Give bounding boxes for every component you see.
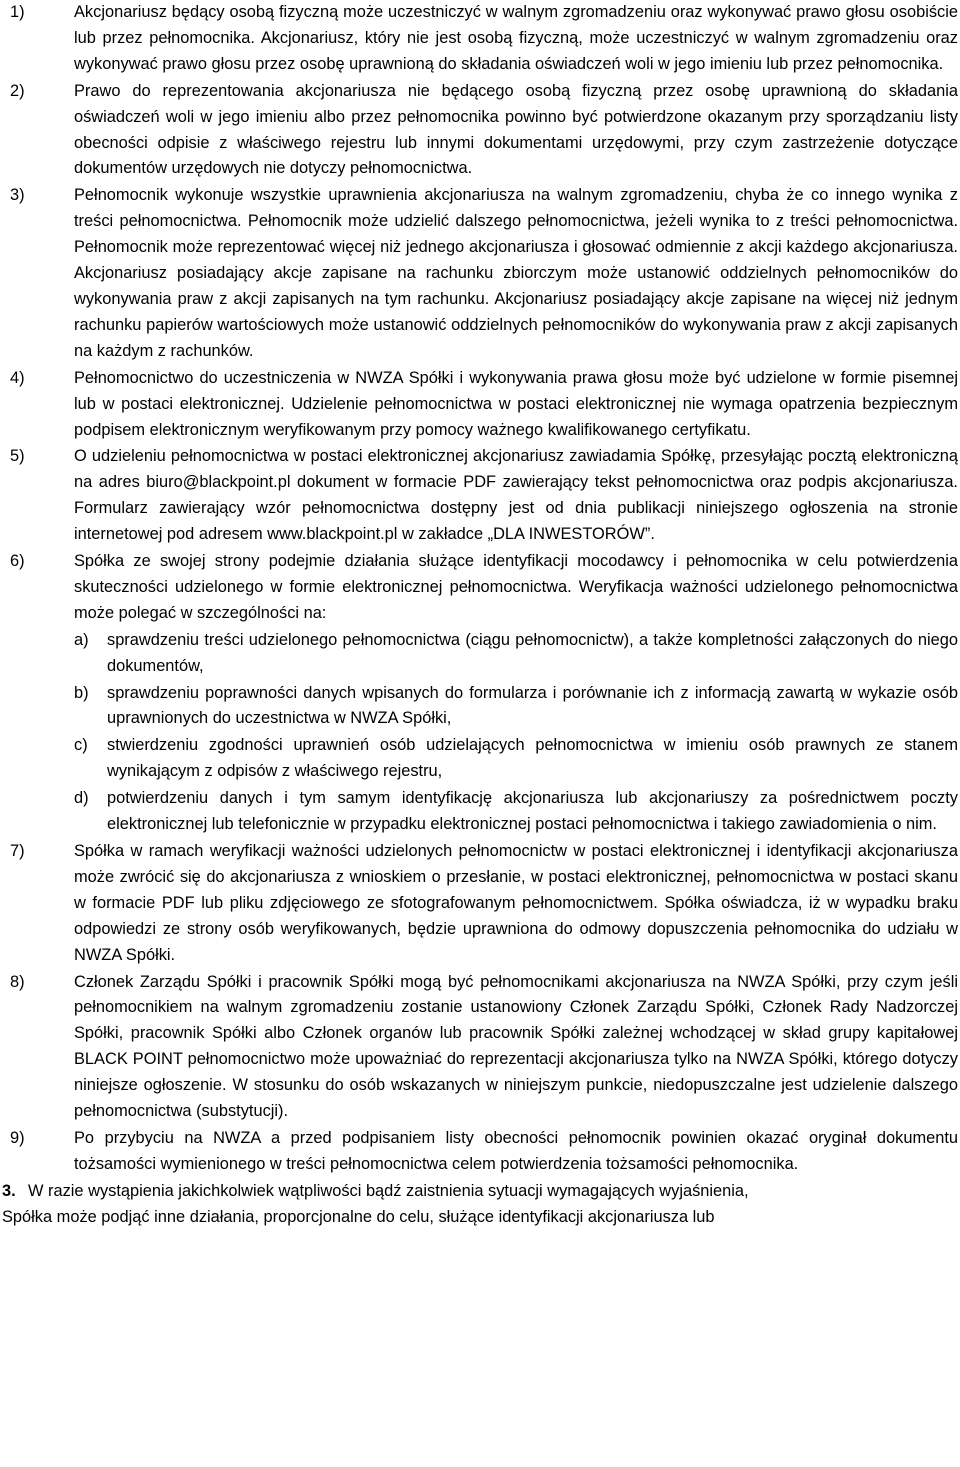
list-item-9	[0, 1126, 960, 1178]
list-item-8	[0, 970, 960, 1125]
item-text: Spółka w ramach weryfikacji ważności udzielonych pełnomocnictw w postaci elektronicznej i identyfikacji akcjonariusza może zwrócić się do akcjonariusza z wnioskiem o przesłanie, w postaci elektronicznej, pełnomocnictwa w postaci skanu w formacie PDF lub pliku zdjęciowego ze sfotografowanym pełnomocnictwem. Spółka oświadcza, iż w wypadku braku odpowiedzi ze strony osób weryfikowanych, będzie uprawniona do odmowy dopuszczenia pełnomocnika do udziału w NWZA Spółki.	[74, 842, 958, 964]
sub-item-text: sprawdzeniu treści udzielonego pełnomocnictwa (ciągu pełnomocnictw), a także kompletności załączonych do niego dokumentów,	[107, 630, 958, 675]
section-3	[0, 1179, 960, 1205]
sub-item-letter: d)	[74, 789, 89, 808]
item-text: Prawo do reprezentowania akcjonariusza nie będącego osobą fizyczną przez osobę uprawnioną do składania oświadczeń woli w jego imieniu albo przez pełnomocnika powinno być potwierdzone okazanym przy sporządzaniu listy obecności odpisie z właściwego rejestru lub innymi dokumentami urzędowymi, przy czym zastrzeżenie dotyczące dokumentów urzędowych nie dotyczy pełnomocnictwa.	[74, 81, 958, 178]
item-text: Członek Zarządu Spółki i pracownik Spółki mogą być pełnomocnikami akcjonariusza na NWZA Spółki, przy czym jeśli pełnomocnikiem na walnym zgromadzeniu zostanie ustanowiony Członek Zarządu Spółki, Członek Rady Nadzorczej Spółki, pracownik Spółki albo Członek organów lub pracownik Spółki zależnej wchodzącej w skład grupy kapitałowej BLACK POINT pełnomocnictwo może upoważniać do reprezentacji akcjonariusza tylko na NWZA Spółki, którego dotyczy niniejsze ogłoszenie. W stosunku do osób wskazanych w niniejszym punkcie, niedopuszczalne jest udzielenie dalszego pełnomocnictwa (substytucji).	[74, 972, 958, 1121]
sub-item-text: stwierdzeniu zgodności uprawnień osób udzielających pełnomocnictwa w imieniu osób prawnych ze stanem wynikającym z odpisów z właściwego rejestru,	[107, 736, 958, 781]
sub-item-d	[0, 786, 960, 838]
item-text: Po przybyciu na NWZA a przed podpisaniem listy obecności pełnomocnik powinien okazać oryginał dokumentu tożsamości wymienionego w treści pełnomocnictwa celem potwierdzenia tożsamości pełnomocnika.	[74, 1128, 958, 1173]
item-number: 4)	[10, 368, 25, 387]
item-text: Spółka ze swojej strony podejmie działania służące identyfikacji mocodawcy i pełnomocnika w celu potwierdzenia skuteczności udzielonego w formie elektronicznej pełnomocnictwa. Weryfikacja ważności udzielonego pełnomocnictwa może polegać w szczególności na:	[74, 552, 958, 622]
list-item-7	[0, 839, 960, 969]
item-number: 3)	[10, 186, 25, 205]
sub-item-text: potwierdzeniu danych i tym samym identyfikację akcjonariusza lub akcjonariuszy za pośrednictwem poczty elektronicznej lub telefonicznie w przypadku elektronicznej postaci pełnomocnictwa i takiego zawiadomienia o nim.	[107, 789, 958, 834]
list-item-3	[0, 183, 960, 364]
item-number: 1)	[10, 3, 25, 21]
section-number: 3.	[2, 1181, 16, 1200]
sub-item-c	[0, 733, 960, 785]
item-text: Akcjonariusz będący osobą fizyczną może uczestniczyć w walnym zgromadzeniu oraz wykonywać prawo głosu osobiście lub przez pełnomocnika. Akcjonariusz, który nie jest osobą fizyczną, może uczestniczyć w walnym zgromadzeniu oraz wykonywać prawo głosu przez osobę uprawnioną do składania oświadczeń woli w jego imieniu lub przez pełnomocnika.	[74, 3, 958, 73]
list-item-6	[0, 549, 960, 627]
list-item-1	[0, 0, 960, 78]
sub-item-text: sprawdzeniu poprawności danych wpisanych do formularza i porównanie ich z informacją zawartą w wykazie osób uprawnionych do uczestnictwa w NWZA Spółki,	[107, 683, 958, 728]
section-3-continuation: Spółka może podjąć inne działania, proporcjonalne do celu, służące identyfikacji akcjonariusza lub	[2, 1207, 715, 1226]
item-number: 2)	[10, 81, 25, 100]
sub-item-letter: c)	[74, 736, 88, 755]
sub-item-letter: b)	[74, 683, 89, 702]
item-text: Pełnomocnictwo do uczestniczenia w NWZA Spółki i wykonywania prawa głosu może być udzielone w formie pisemnej lub w postaci elektronicznej. Udzielenie pełnomocnictwa w postaci elektronicznej nie wymaga opatrzenia bezpiecznym podpisem elektronicznym weryfikowanym przy pomocy ważnego kwalifikowanego certyfikatu.	[74, 368, 958, 439]
list-item-5	[0, 444, 960, 548]
sub-item-letter: a)	[74, 630, 89, 649]
sub-item-b	[0, 681, 960, 733]
item-text: O udzieleniu pełnomocnictwa w postaci elektronicznej akcjonariusz zawiadamia Spółkę, przesyłając pocztą elektroniczną na adres biuro@blackpoint.pl dokument w formacie PDF zawierający tekst pełnomocnictwa oraz podpis akcjonariusza. Formularz zawierający wzór pełnomocnictwa dostępny jest od dnia publikacji niniejszego ogłoszenia na stronie internetowej pod adresem www.blackpoint.pl w zakładce „DLA INWESTORÓW”.	[74, 447, 958, 544]
item-number: 9)	[10, 1128, 25, 1147]
sub-item-a	[0, 628, 960, 680]
list-item-4	[0, 366, 960, 444]
section-text: W razie wystąpienia jakichkolwiek wątpliwości bądź zaistnienia sytuacji wymagających wyjaśnienia,	[28, 1181, 749, 1200]
item-text: Pełnomocnik wykonuje wszystkie uprawnienia akcjonariusza na walnym zgromadzeniu, chyba że co innego wynika z treści pełnomocnictwa. Pełnomocnik może udzielić dalszego pełnomocnictwa, jeżeli wynika to z treści pełnomocnictwa. Pełnomocnik może reprezentować więcej niż jednego akcjonariusza i głosować odmiennie z akcji każdego akcjonariusza. Akcjonariusz posiadający akcje zapisane na rachunku zbiorczym może ustanowić oddzielnych pełnomocników do wykonywania praw z akcji zapisanych na tym rachunku. Akcjonariusz posiadający akcje zapisane na więcej niż jednym rachunku papierów wartościowych może ustanowić oddzielnych pełnomocników do wykonywania praw z akcji zapisanych na każdym z rachunków.	[74, 186, 958, 360]
item-number: 7)	[10, 842, 25, 860]
list-item-2	[0, 79, 960, 183]
item-number: 6)	[10, 552, 25, 571]
item-number: 5)	[10, 447, 25, 466]
item-number: 8)	[10, 972, 25, 991]
